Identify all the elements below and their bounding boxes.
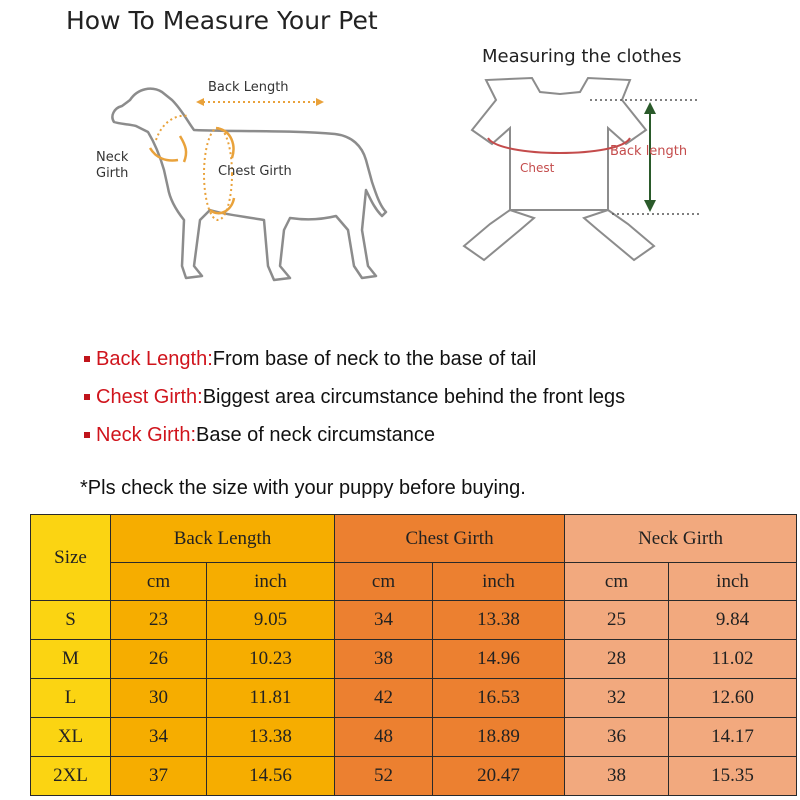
unit-header: inch: [207, 563, 335, 601]
size-check-note: *Pls check the size with your puppy before buying.: [80, 477, 526, 499]
measurement-definitions: [84, 340, 625, 454]
table-cell: 9.05: [207, 601, 335, 640]
clothes-back-length-label: Back length: [610, 144, 688, 159]
definition-text: Biggest area circumstance behind the front legs: [202, 385, 626, 408]
unit-header: inch: [669, 563, 797, 601]
definition-term: Neck Girth:: [96, 423, 197, 446]
neck-label: Neck: [96, 150, 129, 165]
table-row: [31, 757, 797, 796]
size-header: Size: [31, 515, 111, 601]
size-cell: 2XL: [31, 757, 111, 796]
unit-header: cm: [111, 563, 207, 601]
back-length-label: Back Length: [208, 80, 289, 95]
bullet-icon: [84, 432, 90, 438]
table-row: [31, 640, 797, 679]
table-cell: 13.38: [207, 718, 335, 757]
size-cell: XL: [31, 718, 111, 757]
table-cell: 12.60: [669, 679, 797, 718]
neck-girth-header: Neck Girth: [565, 515, 797, 563]
table-cell: 14.56: [207, 757, 335, 796]
table-cell: 14.96: [433, 640, 565, 679]
clothes-diagram-title: Measuring the clothes: [482, 46, 682, 67]
unit-header: cm: [565, 563, 669, 601]
dog-illustration: [90, 70, 400, 300]
table-cell: 18.89: [433, 718, 565, 757]
table-cell: 14.17: [669, 718, 797, 757]
bullet-icon: [84, 394, 90, 400]
table-cell: 36: [565, 718, 669, 757]
table-cell: 52: [335, 757, 433, 796]
table-row: [31, 601, 797, 640]
back-length-header: Back Length: [111, 515, 335, 563]
chest-girth-label: Chest Girth: [218, 164, 292, 179]
definition-term: Back Length:: [96, 347, 213, 370]
dog-measurement-diagram: [90, 70, 400, 300]
table-cell: 34: [111, 718, 207, 757]
table-cell: 13.38: [433, 601, 565, 640]
table-row: [31, 679, 797, 718]
table-cell: 34: [335, 601, 433, 640]
table-cell: 38: [335, 640, 433, 679]
table-cell: 16.53: [433, 679, 565, 718]
bullet-icon: [84, 356, 90, 362]
table-cell: 37: [111, 757, 207, 796]
unit-header: inch: [433, 563, 565, 601]
definition-back-length: [84, 340, 625, 378]
table-cell: 15.35: [669, 757, 797, 796]
table-cell: 42: [335, 679, 433, 718]
page-title: How To Measure Your Pet: [66, 6, 378, 35]
table-cell: 11.81: [207, 679, 335, 718]
girth-label: Girth: [96, 166, 129, 181]
table-unit-header-row: [31, 563, 797, 601]
table-cell: 30: [111, 679, 207, 718]
size-cell: L: [31, 679, 111, 718]
table-cell: 32: [565, 679, 669, 718]
chest-label: Chest: [520, 161, 555, 175]
table-cell: 11.02: [669, 640, 797, 679]
table-cell: 38: [565, 757, 669, 796]
unit-header: cm: [335, 563, 433, 601]
table-cell: 20.47: [433, 757, 565, 796]
table-cell: 9.84: [669, 601, 797, 640]
table-cell: 48: [335, 718, 433, 757]
definition-chest-girth: [84, 378, 625, 416]
table-cell: 26: [111, 640, 207, 679]
definition-text: Base of neck circumstance: [196, 423, 436, 446]
table-cell: 25: [565, 601, 669, 640]
size-chart-table: [30, 514, 797, 796]
table-cell: 28: [565, 640, 669, 679]
definition-term: Chest Girth:: [96, 385, 203, 408]
chest-girth-header: Chest Girth: [335, 515, 565, 563]
size-cell: S: [31, 601, 111, 640]
clothes-measurement-diagram: [440, 72, 710, 272]
size-cell: M: [31, 640, 111, 679]
definition-text: From base of neck to the base of tail: [212, 347, 537, 370]
clothes-illustration: [440, 72, 710, 272]
table-group-header-row: [31, 515, 797, 563]
definition-neck-girth: [84, 416, 625, 454]
table-cell: 10.23: [207, 640, 335, 679]
table-row: [31, 718, 797, 757]
table-cell: 23: [111, 601, 207, 640]
